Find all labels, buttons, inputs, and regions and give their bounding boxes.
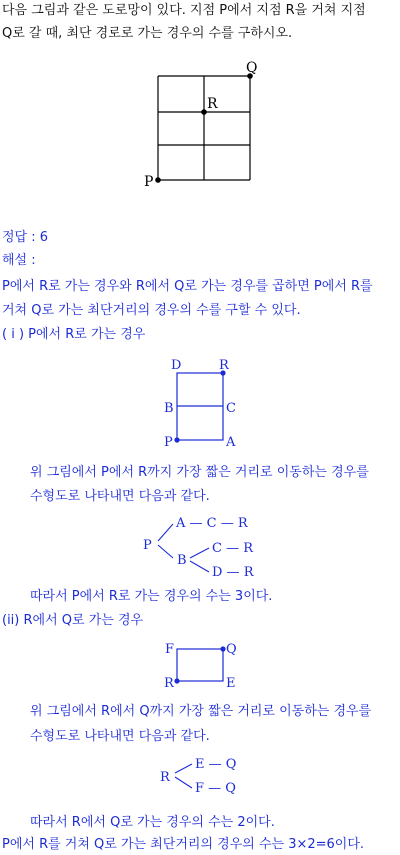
case2-tree-root: R: [160, 770, 170, 785]
case2-label-r: R: [164, 676, 174, 691]
case1-desc-1: 위 그림에서 P에서 R까지 가장 짧은 거리로 이동하는 경우를: [30, 465, 369, 480]
case1-conclusion: 따라서 P에서 R로 가는 경우의 수는 3이다.: [30, 589, 273, 604]
case2-desc-2: 수형도로 나타내면 다음과 같다.: [30, 729, 210, 744]
explanation-intro-1: P에서 R로 가는 경우와 R에서 Q로 가는 경우를 곱하면 P에서 R를: [2, 279, 373, 294]
case2-title: (ii) R에서 Q로 가는 경우: [2, 613, 144, 628]
case1-title: ( i ) P에서 R로 가는 경우: [2, 327, 146, 342]
case1-tree-row2: C — R: [212, 541, 253, 556]
case2-point-r: [174, 678, 179, 683]
case2-tree-row1: E — Q: [195, 757, 237, 772]
case1-tree-row1: A — C — R: [176, 516, 248, 531]
case2-point-q: [220, 646, 225, 651]
case1-desc-2: 수형도로 나타내면 다음과 같다.: [30, 489, 210, 504]
case1-label-r: R: [219, 358, 229, 373]
label-p: P: [144, 174, 154, 190]
question-line-1: 다음 그림과 같은 도로망이 있다. 지점 P에서 지점 R을 거쳐 지점: [2, 3, 366, 18]
case2-desc-1: 위 그림에서 R에서 Q까지 가장 짧은 거리로 이동하는 경우를: [30, 704, 372, 719]
case1-tree-root: P: [143, 538, 152, 553]
point-r: [201, 109, 207, 115]
case1-tree-row3: D — R: [212, 565, 254, 580]
case1-label-a: A: [226, 435, 236, 450]
point-p: [155, 177, 161, 183]
case1-tree-branch-b: B: [177, 553, 187, 568]
explanation-label: 해설 :: [2, 253, 36, 268]
case2-label-f: F: [165, 642, 175, 657]
answer-label: 정답 : 6: [2, 230, 49, 245]
label-r: R: [207, 96, 218, 112]
case1-label-d: D: [171, 358, 182, 373]
case1-label-p: P: [164, 435, 173, 450]
case2-tree-row2: F — Q: [195, 781, 236, 796]
case2-label-e: E: [226, 676, 236, 691]
case2-conclusion: 따라서 R에서 Q로 가는 경우의 수는 2이다.: [30, 815, 275, 830]
case1-label-c: C: [226, 401, 236, 416]
label-q: Q: [246, 60, 258, 76]
explanation-intro-2: 거쳐 Q로 가는 최단거리의 경우의 수를 구할 수 있다.: [2, 303, 301, 318]
case1-label-b: B: [164, 401, 174, 416]
final-answer: P에서 R를 거쳐 Q로 가는 최단거리의 경우의 수는 3×2=6이다.: [2, 837, 365, 852]
question-line-2: Q로 갈 때, 최단 경로로 가는 경우의 수를 구하시오.: [2, 26, 293, 41]
case1-point-p: [174, 437, 179, 442]
case2-label-q: Q: [226, 642, 237, 657]
